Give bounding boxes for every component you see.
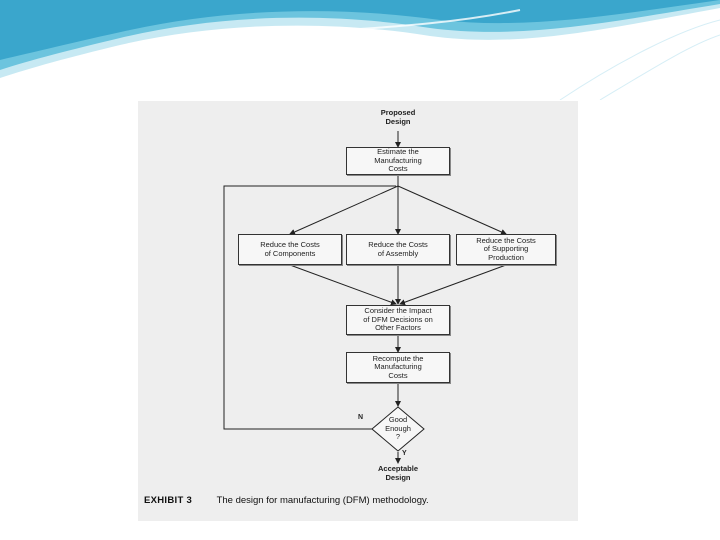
exhibit-caption — [144, 495, 429, 506]
recompute-costs-box: Recompute the Manufacturing Costs — [346, 352, 450, 383]
decision-text: Good Enough ? — [385, 415, 411, 441]
caption-text: The design for manufacturing (DFM) methodology. — [216, 495, 429, 506]
consider-impact-box: Consider the Impact of DFM Decisions on Other Factors — [346, 305, 450, 335]
end-terminal: Acceptable Design — [377, 464, 419, 482]
reduce-assembly-box: Reduce the Costs of Assembly — [346, 234, 450, 265]
no-branch-label: N — [358, 414, 364, 421]
start-terminal: Proposed Design — [380, 108, 416, 126]
reduce-components-box: Reduce the Costs of Components — [238, 234, 342, 265]
reduce-supporting-box: Reduce the Costs of Supporting Production — [456, 234, 556, 265]
estimate-costs-box: Estimate the Manufacturing Costs — [346, 147, 450, 175]
yes-branch-label: Y — [402, 450, 407, 457]
header-wave-decoration — [0, 0, 720, 100]
caption-label: EXHIBIT 3 — [144, 495, 193, 506]
flowchart-scan — [138, 101, 578, 521]
